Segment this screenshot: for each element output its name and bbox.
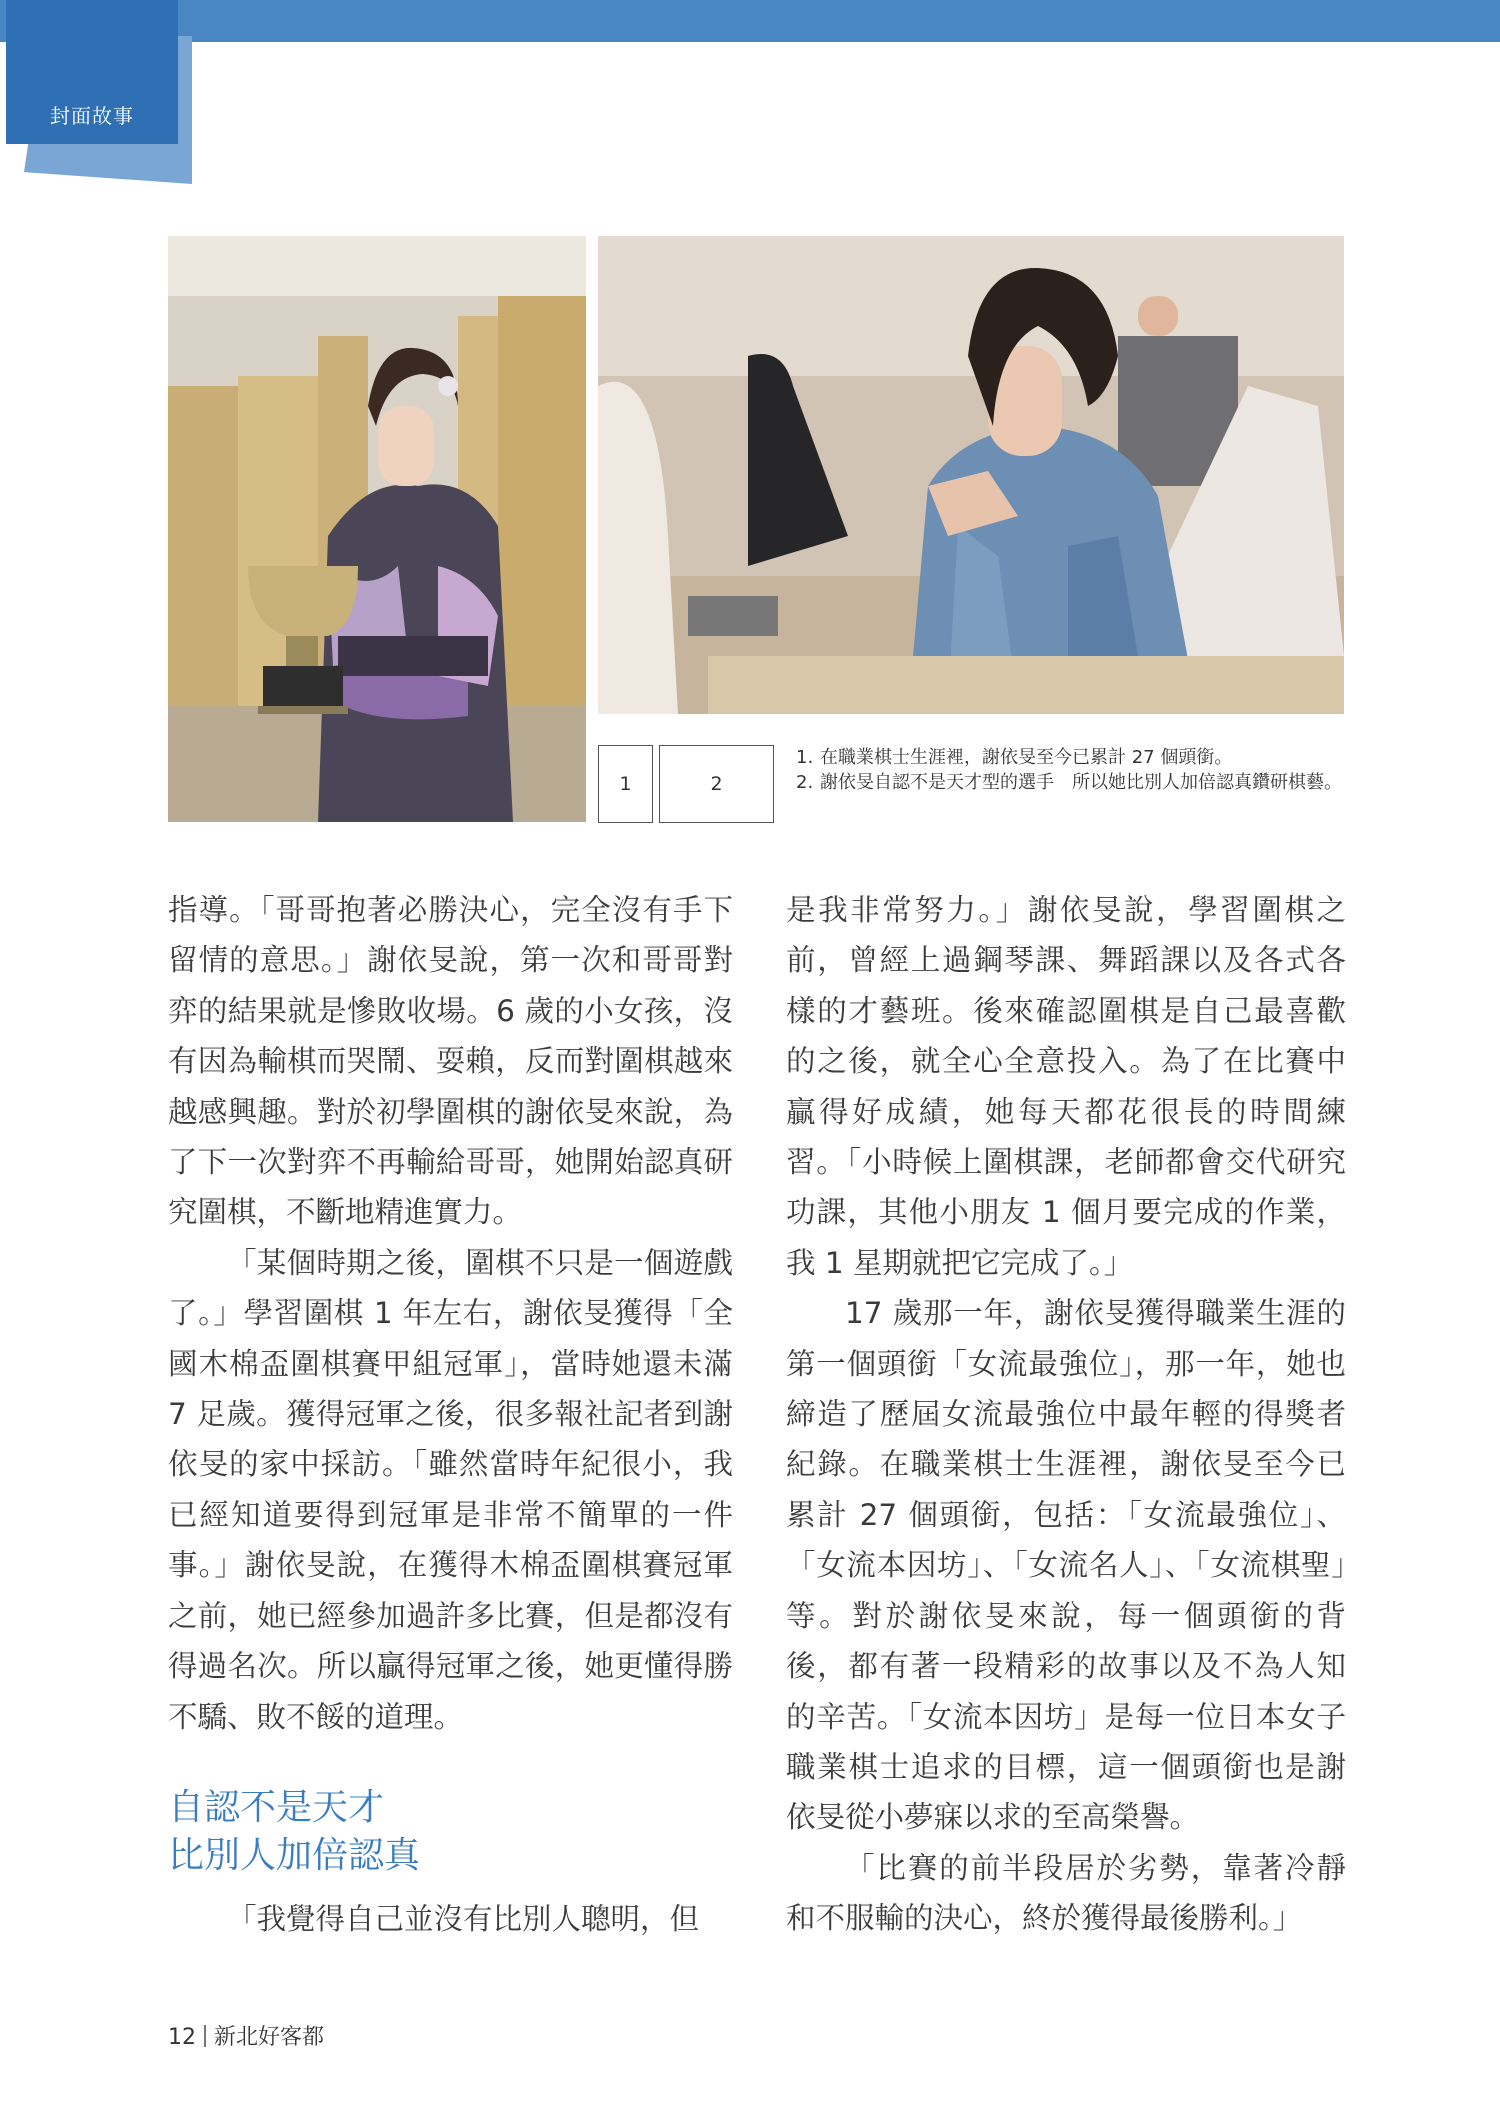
photo-go-match — [598, 236, 1344, 714]
article-column-left — [168, 885, 733, 1944]
subheading-line: 自認不是天才 — [168, 1786, 385, 1828]
photo-kimono-trophy — [168, 236, 586, 822]
caption-2 — [796, 770, 1356, 795]
caption-1 — [796, 745, 1356, 770]
caption-number: 1. — [796, 747, 814, 768]
caption-text: 謝依旻自認不是天才型的選手 所以她比別人加倍認真鑽研棋藝。 — [820, 772, 1342, 793]
publication-name: 新北好客都 — [214, 2025, 325, 2050]
article-column-right — [786, 885, 1346, 1944]
paragraph: 「比賽的前半段居於劣勢，靠著冷靜和不服輸的決心，終於獲得最後勝利。」 — [786, 1850, 1346, 1936]
section-tab — [6, 0, 178, 144]
caption-number: 2. — [796, 772, 814, 793]
subheading — [168, 1784, 733, 1880]
paragraph: 17 歲那一年，謝依旻獲得職業生涯的第一個頭銜「女流最強位」，那一年，她也締造了歷屆女流最強位中最年輕的得獎者紀錄。在職業棋士生涯裡，謝依旻至今已累計 27 個頭銜，包括：「女流最強位」、「女流本因坊」、「女流名人」、「女流棋聖」等。對於謝依旻來說，每一個頭銜的背後，都有著一段精彩的故事以及不為人知的辛苦。「女流本因坊」是每一位日本女子職業棋士追求的目標，這一個頭銜也是謝依旻從小夢寐以求的至高榮譽。 — [786, 1296, 1346, 1835]
paragraph: 是我非常努力。」謝依旻說，學習圍棋之前，曾經上過鋼琴課、舞蹈課以及各式各樣的才藝班。後來確認圍棋是自己最喜歡的之後，就全心全意投入。為了在比賽中贏得好成績，她每天都花很長的時間練習。「小時候上圍棋課，老師都會交代研究功課，其他小朋友 1 個月要完成的作業，我 1 星期就把它完成了。」 — [786, 893, 1346, 1280]
caption-text: 在職業棋士生涯裡，謝依旻至今已累計 27 個頭銜。 — [820, 747, 1233, 768]
figure-number-box-2: 2 — [659, 745, 774, 823]
figure-number-box-1: 1 — [598, 745, 653, 823]
section-label: 封面故事 — [50, 104, 134, 128]
footer-divider — [204, 2025, 206, 2047]
page-footer — [168, 2020, 324, 2051]
top-color-bar — [0, 0, 1500, 42]
paragraph: 「某個時期之後，圍棋不只是一個遊戲了。」學習圍棋 1 年左右，謝依旻獲得「全國木棉盃圍棋賽甲組冠軍」，當時她還未滿 7 足歲。獲得冠軍之後，很多報社記者到謝依旻的家中採訪。「雖然當時年紀很小，我已經知道要得到冠軍是非常不簡單的一件事。」謝依旻說，在獲得木棉盃圍棋賽冠軍之前，她已經參加過許多比賽，但是都沒有得過名次。所以贏得冠軍之後，她更懂得勝不驕、敗不餒的道理。 — [168, 1245, 733, 1734]
photo-captions — [796, 745, 1356, 795]
paragraph: 「我覺得自己並沒有比別人聰明，但 — [227, 1901, 700, 1936]
page-number: 12 — [168, 2025, 196, 2050]
paragraph: 指導。「哥哥抱著必勝決心，完全沒有手下留情的意思。」謝依旻說，第一次和哥哥對弈的結果就是慘敗收場。6 歲的小女孩，沒有因為輸棋而哭鬧、耍賴，反而對圍棋越來越感興趣。對於初學圍棋的謝依旻來說，為了下一次對弈不再輸給哥哥，她開始認真研究圍棋，不斷地精進實力。 — [168, 893, 733, 1230]
subheading-line: 比別人加倍認真 — [168, 1834, 421, 1876]
